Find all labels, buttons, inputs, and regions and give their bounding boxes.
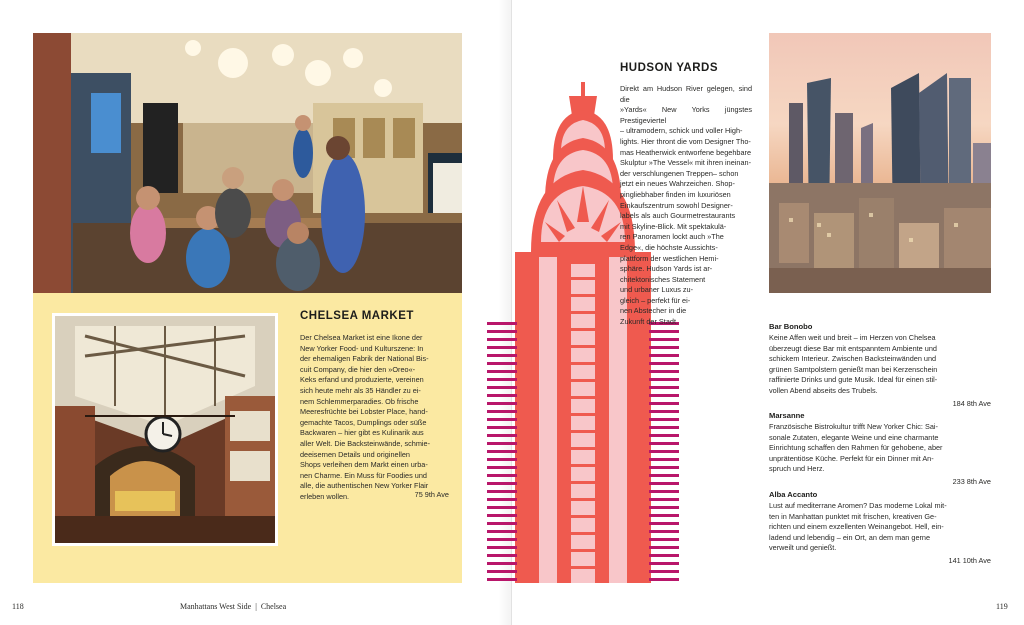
text-line: cuit Company, die hier den »Oreo«- xyxy=(300,364,416,374)
text-line: spruch und Herz. xyxy=(769,464,825,474)
text-line: Zukunft der Stadt. xyxy=(620,317,679,327)
listing-name: Alba Accanto xyxy=(769,490,818,499)
listing-text xyxy=(769,422,991,475)
text-line: mas Heatherwick entworfene begehbare xyxy=(620,147,752,157)
text-line: nen Charme. Ein Muss für Foodies und xyxy=(300,470,427,480)
market-cafe-image xyxy=(33,33,462,293)
text-line: Einkaufszentrum sowohl Designer- xyxy=(620,200,733,210)
chelsea-market-heading: CHELSEA MARKET xyxy=(300,310,414,322)
text-line: unprätentiöse Küche. Perfekt für ein Dinner mit An- xyxy=(769,453,934,463)
skyline-image xyxy=(769,33,991,293)
text-line: ten in Manhattan punktet mit frischen, kreativen Ge- xyxy=(769,511,937,521)
photo-market-cafe xyxy=(33,33,462,293)
text-line: chitektonisches Statement xyxy=(620,274,706,284)
running-head-chapter: Chelsea xyxy=(260,602,287,611)
text-line: Einrichtung schaffen den Rahmen für gehobene, aber xyxy=(769,443,943,453)
text-line: Französische Bistrokultur trifft New Yorker Chic: Sai- xyxy=(769,422,938,431)
text-line: vollen Abend abseits des Trubels. xyxy=(769,385,878,395)
text-line: Shops verleihen dem Markt einen urba- xyxy=(300,460,428,470)
text-line: verweilt und genießt. xyxy=(769,543,837,553)
text-line: lights. Hier thront die vom Designer Tho- xyxy=(620,136,751,146)
text-line: grünen Samtpolstern genießt man bei Kerzenschein xyxy=(769,364,938,374)
text-line: nen Abstecher in die xyxy=(620,306,687,316)
listing-address: 184 8th Ave xyxy=(952,398,991,408)
text-line: sphäre. Hudson Yards ist ar- xyxy=(620,264,713,274)
text-line: Edge«, die höchste Aussichts- xyxy=(620,242,718,252)
text-line: erleben wollen. xyxy=(300,491,350,501)
text-line: sonale Zutaten, elegante Weine und eine charmante xyxy=(769,432,939,442)
text-line: pingliebhaber finden im luxuriösen xyxy=(620,189,731,199)
running-head-separator: | xyxy=(255,602,257,611)
text-line: Meeresfrüchte bei Lobster Place, hand- xyxy=(300,407,428,417)
listing-address: 233 8th Ave xyxy=(952,476,991,486)
text-line: deeisernen Details und originellen xyxy=(300,449,410,459)
listing-alba-accanto xyxy=(769,490,991,565)
text-line: Keks erfand und produzierte, vereinen xyxy=(300,375,424,385)
text-line: Lust auf mediterrane Aromen? Das moderne Lokal mit- xyxy=(769,501,947,510)
text-line: Backwaren – hier gibt es Kulinarik aus xyxy=(300,428,424,438)
text-line: – ultramodern, schick und voller High- xyxy=(620,126,743,136)
text-line: jetzt ein neues Wahrzeichen. Shop- xyxy=(620,179,735,189)
hudson-yards-text xyxy=(620,84,752,328)
running-head xyxy=(180,602,286,611)
text-line: richten und einem exzellenten Weinangebot. Hell, ein- xyxy=(769,522,944,532)
chelsea-market-panel xyxy=(33,293,462,583)
market-hall-image xyxy=(55,316,275,543)
page-number-left: 118 xyxy=(12,602,24,611)
hudson-yards-heading: HUDSON YARDS xyxy=(620,62,719,74)
text-line: der verschlungenen Treppen– schon xyxy=(620,168,739,178)
text-line: »Yards« New Yorks jüngstes Prestigeviertel xyxy=(620,105,752,125)
text-line: mit Skyline-Blick. Mit spektakulä- xyxy=(620,221,727,231)
listing-name: Bar Bonobo xyxy=(769,322,813,331)
chelsea-market-text xyxy=(300,333,449,503)
listing-text xyxy=(769,333,991,397)
text-line: sich heute mehr als 35 Händler zu ei- xyxy=(300,385,421,395)
text-line: Keine Affen weit und breit – im Herzen von Chelsea xyxy=(769,333,936,342)
photo-market-hall xyxy=(52,313,278,546)
text-line: Skulptur »The Vessel« mit ihren ineinan- xyxy=(620,158,752,168)
listing-bar-bonobo xyxy=(769,322,991,408)
text-line: alle, die authentischen New Yorker Flair xyxy=(300,481,429,491)
listing-text xyxy=(769,501,991,554)
listing-name: Marsanne xyxy=(769,411,805,420)
text-line: überzeugt diese Bar mit entspanntem Ambiente und xyxy=(769,343,937,353)
chelsea-market-address: 75 9th Ave xyxy=(414,490,449,499)
listing-address: 141 10th Ave xyxy=(948,555,991,565)
text-line: Direkt am Hudson River gelegen, sind die xyxy=(620,84,752,104)
text-line: gemachte Tacos, Dumplings oder süße xyxy=(300,417,427,427)
running-head-section: Manhattans West Side xyxy=(180,602,252,611)
photo-skyline xyxy=(769,33,991,293)
text-line: aller Welt. Die Backsteinwände, schmie- xyxy=(300,438,431,448)
text-line: raffinierte Drinks und gute Musik. Ideal für einen stil- xyxy=(769,375,938,385)
text-line: plattform der westlichen Hemi- xyxy=(620,253,719,263)
page-number-right: 119 xyxy=(996,602,1008,611)
text-line: nem Schlemmerparadies. Ob frische xyxy=(300,396,419,406)
text-line: schickem Interieur. Zwischen Backsteinwänden und xyxy=(769,354,937,364)
text-line: New Yorker Food- und Kulturszene: In xyxy=(300,343,424,353)
text-line: ren Panoramen lockt auch »The xyxy=(620,232,724,242)
text-line: ladend und lebendig – ein Ort, an dem man gerne xyxy=(769,532,931,542)
listing-marsanne xyxy=(769,411,991,486)
text-line: und urbaner Luxus zu- xyxy=(620,285,694,295)
text-line: Der Chelsea Market ist eine Ikone der xyxy=(300,333,423,342)
text-line: labels als auch Gourmetrestaurants xyxy=(620,211,736,221)
text-line: der ehemaligen Fabrik der National Bis- xyxy=(300,354,429,364)
text-line: gleich – perfekt für ei- xyxy=(620,295,691,305)
